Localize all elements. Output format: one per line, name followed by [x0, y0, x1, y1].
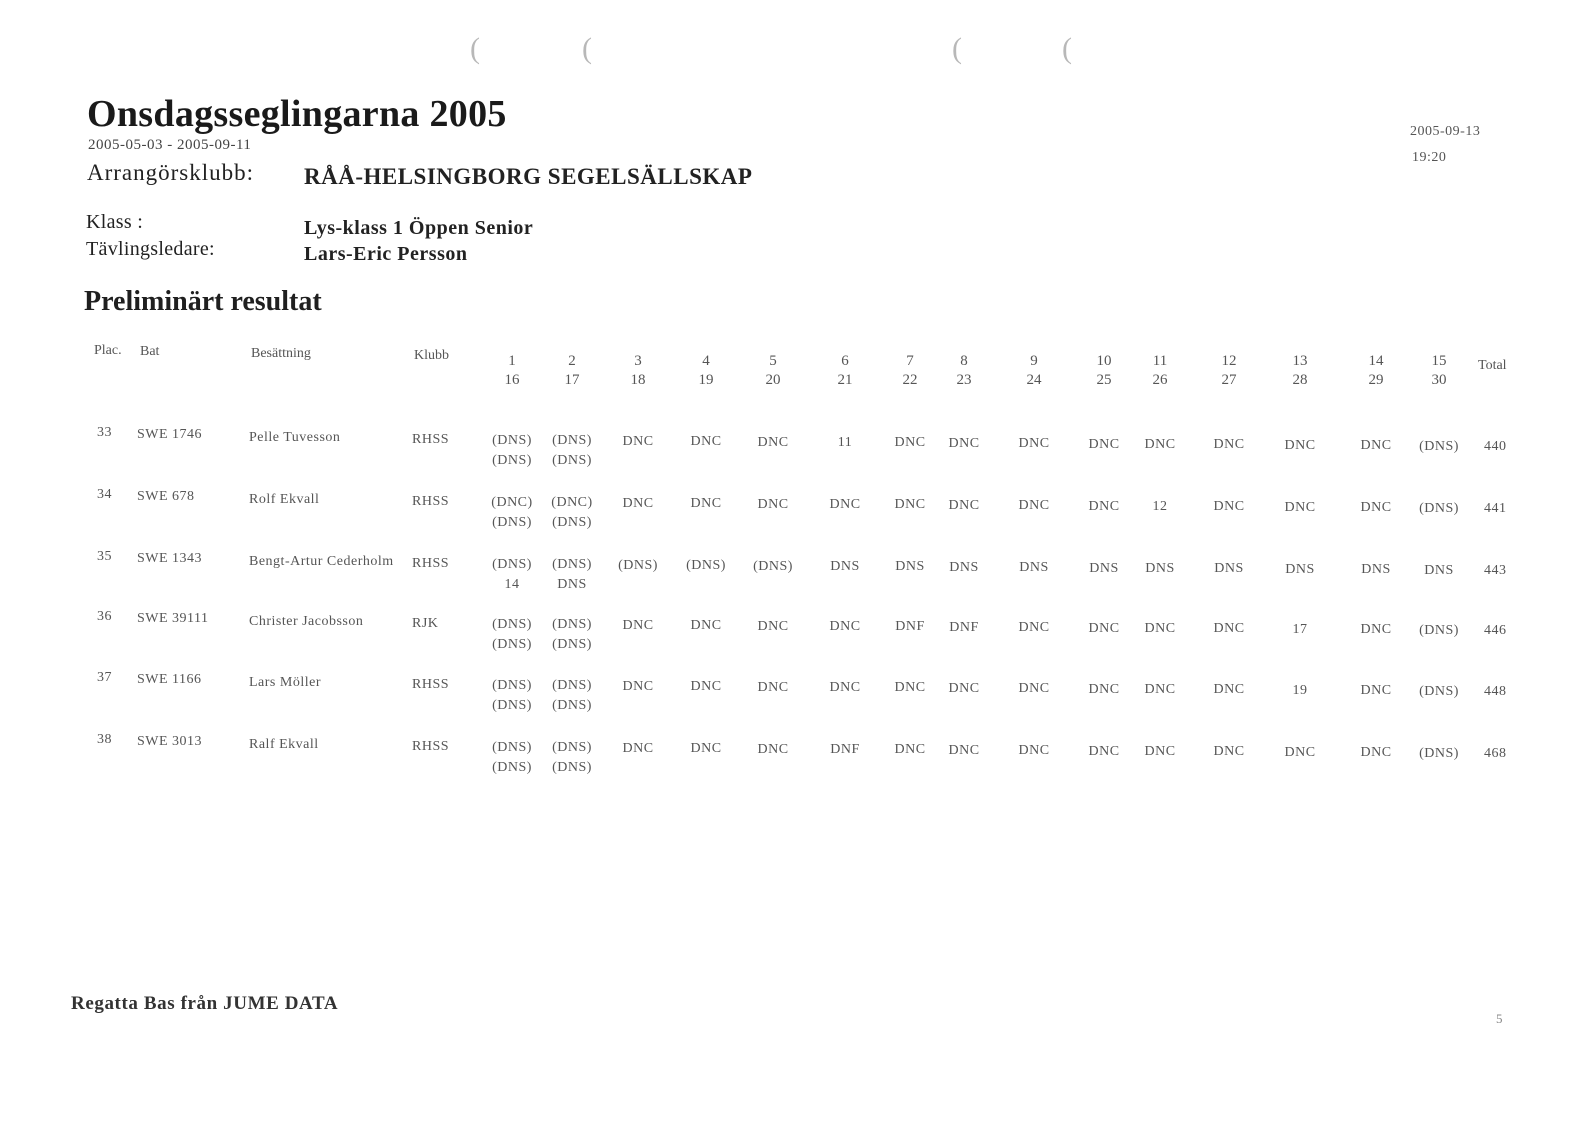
- score-value: (DNC): [551, 495, 593, 511]
- race-score-cell: [1123, 619, 1197, 639]
- race-score-cell: [927, 618, 1001, 638]
- race-score-cell: [535, 493, 609, 533]
- score-value: (DNS): [753, 558, 793, 574]
- race-column-header: [1004, 352, 1064, 390]
- race-number: 4: [702, 353, 710, 369]
- race-score-cell: [1263, 436, 1337, 456]
- race-score-cell: [601, 677, 675, 697]
- race-score-cell: [736, 557, 810, 577]
- document-title: Onsdagsseglingarna 2005: [87, 93, 507, 135]
- column-header-boat: Bat: [140, 344, 160, 359]
- crew-cell: Pelle Tuvesson: [249, 430, 341, 445]
- score-value: DNS: [1089, 560, 1119, 576]
- score-value-second: (DNS): [552, 453, 592, 469]
- race-score-cell: [669, 616, 743, 636]
- score-value: (DNC): [491, 495, 533, 510]
- race-score-cell: [736, 617, 810, 637]
- club-cell: RHSS: [412, 677, 450, 692]
- race-column-header: [1409, 352, 1469, 390]
- race-score-cell: [601, 494, 675, 514]
- score-value: DNC: [829, 619, 861, 634]
- race-score-cell: [535, 555, 609, 595]
- score-value: DNC: [757, 434, 789, 450]
- race-column-header: [1346, 352, 1406, 390]
- race-number-second: 27: [1221, 372, 1237, 388]
- race-number: 5: [769, 353, 777, 369]
- race-column-header: [1199, 352, 1259, 390]
- score-value-second: (DNS): [492, 515, 532, 530]
- score-value: DNS: [1285, 561, 1315, 577]
- race-number: 14: [1368, 353, 1384, 369]
- score-value: DNC: [1360, 500, 1392, 516]
- club-cell: RHSS: [412, 432, 450, 447]
- race-score-cell: [997, 434, 1071, 454]
- race-score-cell: [669, 494, 743, 514]
- score-value: DNC: [622, 678, 654, 694]
- race-number-second: 16: [504, 372, 520, 388]
- race-score-cell: [669, 677, 743, 697]
- score-value-second: (DNS): [552, 637, 592, 653]
- score-value: DNC: [1144, 437, 1176, 452]
- score-value: DNC: [690, 618, 722, 634]
- score-value: DNC: [1284, 744, 1316, 760]
- race-number-second: 17: [564, 372, 580, 388]
- crew-cell: Christer Jacobsson: [249, 614, 364, 629]
- race-number: 3: [634, 353, 642, 369]
- race-score-cell: [1192, 559, 1266, 579]
- race-score-cell: [601, 432, 675, 452]
- score-value-second: (DNS): [552, 698, 592, 714]
- score-value: DNC: [690, 741, 722, 757]
- placement-cell: 37: [97, 670, 112, 685]
- race-score-cell: [535, 738, 609, 778]
- race-number: 13: [1292, 353, 1308, 369]
- organizer-value: RÅÅ-HELSINGBORG SEGELSÄLLSKAP: [304, 164, 753, 189]
- score-value: (DNS): [1419, 622, 1459, 638]
- race-score-cell: [669, 432, 743, 452]
- score-value: DNC: [1088, 681, 1120, 697]
- score-value: DNS: [949, 559, 979, 575]
- score-value: (DNS): [552, 557, 592, 573]
- race-score-cell: [1263, 620, 1337, 640]
- score-value: DNC: [1360, 683, 1392, 699]
- race-score-cell: [1402, 744, 1476, 764]
- score-value: DNC: [948, 742, 980, 758]
- footer-software-credit: Regatta Bas från JUME DATA: [71, 993, 339, 1014]
- score-value: 12: [1152, 499, 1168, 514]
- score-value: DNC: [757, 679, 789, 695]
- race-number-second: 21: [837, 372, 853, 388]
- column-header-club: Klubb: [414, 348, 449, 363]
- race-column-header: [815, 352, 875, 390]
- score-value: DNC: [1360, 438, 1392, 454]
- score-value: (DNS): [552, 678, 592, 694]
- total-points-cell: 448: [1484, 684, 1507, 699]
- race-score-cell: [535, 431, 609, 471]
- score-value: DNC: [829, 497, 861, 512]
- score-value: DNC: [1360, 622, 1392, 638]
- punch-mark: (: [952, 32, 962, 65]
- score-value: DNC: [622, 433, 654, 449]
- class-value: Lys-klass 1 Öppen Senior: [304, 217, 534, 239]
- print-date: 2005-09-13: [1410, 124, 1481, 139]
- race-score-cell: [997, 618, 1071, 638]
- race-column-header: [608, 352, 668, 390]
- placement-cell: 38: [97, 732, 112, 747]
- placement-cell: 36: [97, 609, 112, 624]
- race-column-header: [880, 352, 940, 390]
- race-column-header: [542, 352, 602, 390]
- organizer-label: Arrangörsklubb:: [87, 160, 255, 185]
- club-cell: RHSS: [412, 739, 450, 754]
- race-number-second: 26: [1152, 372, 1168, 388]
- placement-cell: 35: [97, 549, 112, 564]
- score-value-second: (DNS): [552, 760, 592, 776]
- score-value: DNC: [757, 496, 789, 512]
- race-number: 11: [1152, 353, 1168, 369]
- print-time: 19:20: [1412, 150, 1447, 165]
- score-value: DNF: [830, 742, 860, 757]
- date-range: 2005-05-03 - 2005-09-11: [88, 137, 252, 153]
- score-value: (DNS): [1419, 438, 1459, 454]
- score-value: DNC: [1213, 682, 1245, 698]
- race-number: 6: [841, 353, 849, 369]
- score-value: (DNS): [492, 557, 532, 572]
- page-number: 5: [1496, 1011, 1503, 1026]
- race-score-cell: [736, 740, 810, 760]
- score-value: DNC: [622, 495, 654, 511]
- race-score-cell: [997, 741, 1071, 761]
- class-label: Klass :: [86, 211, 144, 233]
- score-value-second: DNS: [557, 577, 587, 593]
- score-value: 17: [1292, 621, 1308, 637]
- score-value: DNS: [895, 559, 925, 575]
- race-number-second: 20: [765, 372, 781, 388]
- total-points-cell: 443: [1484, 563, 1507, 578]
- race-column-header: [482, 352, 542, 390]
- race-score-cell: [1192, 742, 1266, 762]
- race-score-cell: [1123, 742, 1197, 762]
- score-value: (DNS): [1419, 745, 1459, 761]
- total-points-cell: 468: [1484, 746, 1507, 761]
- boat-cell: SWE 39111: [137, 611, 209, 626]
- race-column-header: [1270, 352, 1330, 390]
- race-number-second: 22: [902, 372, 918, 388]
- race-score-cell: [736, 495, 810, 515]
- race-number: 2: [568, 353, 576, 369]
- race-score-cell: [1263, 560, 1337, 580]
- race-leader-value: Lars-Eric Persson: [304, 243, 468, 265]
- crew-cell: Lars Möller: [249, 675, 321, 690]
- score-value: DNC: [757, 618, 789, 634]
- race-column-header: [934, 352, 994, 390]
- crew-cell: Rolf Ekvall: [249, 492, 320, 507]
- race-score-cell: [1263, 681, 1337, 701]
- score-value-second: (DNS): [552, 515, 592, 531]
- score-value: DNF: [949, 619, 979, 635]
- race-score-cell: [1123, 435, 1197, 455]
- column-header-placement: Plac.: [94, 343, 122, 358]
- race-score-cell: [535, 615, 609, 655]
- race-score-cell: [736, 678, 810, 698]
- score-value-second: (DNS): [492, 760, 532, 775]
- race-number: 15: [1431, 353, 1447, 369]
- score-value: DNC: [1018, 620, 1050, 636]
- race-number: 12: [1221, 353, 1237, 369]
- club-cell: RHSS: [412, 494, 450, 509]
- race-score-cell: [736, 433, 810, 453]
- score-value: DNC: [690, 434, 722, 450]
- score-value: DNC: [757, 741, 789, 757]
- score-value: DNS: [1424, 562, 1454, 578]
- score-value: (DNS): [686, 558, 726, 574]
- score-value: DNC: [1213, 744, 1245, 760]
- race-score-cell: [535, 676, 609, 716]
- score-value: DNC: [690, 679, 722, 695]
- race-score-cell: [808, 740, 882, 760]
- score-value: DNS: [1019, 560, 1049, 576]
- crew-cell: Bengt-Artur Cederholm: [249, 554, 394, 569]
- race-number: 7: [906, 353, 914, 369]
- column-header-total: Total: [1478, 358, 1507, 373]
- race-column-header: [676, 352, 736, 390]
- score-value: DNC: [894, 435, 926, 451]
- punch-mark: (: [470, 32, 480, 65]
- score-value: DNC: [690, 496, 722, 512]
- score-value: DNS: [1145, 561, 1175, 576]
- race-score-cell: [1123, 680, 1197, 700]
- score-value: DNC: [622, 617, 654, 633]
- score-value: DNC: [948, 435, 980, 451]
- score-value: DNC: [1088, 743, 1120, 759]
- score-value: DNC: [1144, 621, 1176, 636]
- score-value: DNC: [1018, 498, 1050, 514]
- score-value-second: (DNS): [492, 453, 532, 468]
- race-score-cell: [1263, 743, 1337, 763]
- race-score-cell: [808, 678, 882, 698]
- score-value: DNC: [829, 680, 861, 695]
- race-score-cell: [997, 496, 1071, 516]
- club-cell: RJK: [412, 616, 439, 631]
- boat-cell: SWE 1746: [137, 427, 203, 442]
- section-title: Preliminärt resultat: [84, 286, 322, 317]
- race-score-cell: [601, 739, 675, 759]
- race-score-cell: [669, 739, 743, 759]
- score-value: (DNS): [492, 678, 532, 693]
- boat-cell: SWE 1166: [137, 672, 202, 687]
- race-score-cell: [1402, 499, 1476, 519]
- score-value: DNC: [894, 742, 926, 758]
- score-value: 11: [837, 435, 853, 450]
- score-value: DNC: [1018, 436, 1050, 452]
- score-value: (DNS): [552, 617, 592, 633]
- race-score-cell: [1123, 497, 1197, 517]
- race-number-second: 29: [1368, 372, 1384, 388]
- race-score-cell: [601, 556, 675, 576]
- score-value: (DNS): [1419, 500, 1459, 516]
- punch-mark: (: [1062, 32, 1072, 65]
- score-value: DNC: [1018, 743, 1050, 759]
- score-value-second: (DNS): [492, 698, 532, 713]
- score-value: DNC: [1213, 621, 1245, 637]
- race-leader-label: Tävlingsledare:: [86, 238, 215, 260]
- race-score-cell: [927, 434, 1001, 454]
- race-score-cell: [1192, 497, 1266, 517]
- club-cell: RHSS: [412, 556, 450, 571]
- column-header-crew: Besättning: [251, 346, 311, 361]
- race-score-cell: [808, 433, 882, 453]
- race-score-cell: [669, 556, 743, 576]
- race-score-cell: [1402, 621, 1476, 641]
- race-number: 10: [1096, 353, 1112, 369]
- total-points-cell: 441: [1484, 501, 1507, 516]
- race-score-cell: [1402, 561, 1476, 581]
- race-number-second: 23: [956, 372, 972, 388]
- race-score-cell: [1123, 559, 1197, 579]
- race-number-second: 25: [1096, 372, 1112, 388]
- race-number-second: 28: [1292, 372, 1308, 388]
- race-score-cell: [808, 617, 882, 637]
- race-score-cell: [808, 557, 882, 577]
- race-number-second: 18: [630, 372, 646, 388]
- score-value: DNS: [830, 559, 860, 574]
- score-value: DNC: [894, 497, 926, 513]
- score-value: DNC: [948, 680, 980, 696]
- score-value: DNC: [1088, 620, 1120, 636]
- race-number-second: 30: [1431, 372, 1447, 388]
- boat-cell: SWE 1343: [137, 551, 203, 566]
- score-value: 19: [1292, 682, 1308, 698]
- race-column-header: [1074, 352, 1134, 390]
- race-score-cell: [1192, 619, 1266, 639]
- score-value: DNC: [1213, 499, 1245, 515]
- score-value: (DNS): [1419, 683, 1459, 699]
- race-column-header: [743, 352, 803, 390]
- score-value: DNC: [1144, 744, 1176, 759]
- race-score-cell: [997, 679, 1071, 699]
- crew-cell: Ralf Ekvall: [249, 737, 319, 752]
- placement-cell: 33: [97, 425, 112, 440]
- score-value: DNC: [1018, 681, 1050, 697]
- punch-mark: (: [582, 32, 592, 65]
- race-column-header: [1130, 352, 1190, 390]
- score-value: (DNS): [492, 433, 532, 448]
- race-score-cell: [927, 741, 1001, 761]
- race-score-cell: [997, 558, 1071, 578]
- race-number: 9: [1030, 353, 1038, 369]
- race-score-cell: [1402, 682, 1476, 702]
- race-number-second: 19: [698, 372, 714, 388]
- boat-cell: SWE 3013: [137, 734, 203, 749]
- race-score-cell: [1192, 680, 1266, 700]
- score-value: (DNS): [618, 557, 658, 573]
- race-score-cell: [601, 616, 675, 636]
- score-value: DNC: [1284, 499, 1316, 515]
- score-value: DNC: [948, 497, 980, 513]
- score-value: DNF: [895, 619, 925, 635]
- boat-cell: SWE 678: [137, 489, 195, 504]
- score-value: DNC: [622, 740, 654, 756]
- total-points-cell: 440: [1484, 439, 1507, 454]
- race-score-cell: [1192, 435, 1266, 455]
- score-value: DNS: [1361, 562, 1391, 578]
- race-number: 8: [960, 353, 968, 369]
- score-value-second: 14: [504, 577, 520, 592]
- score-value: DNC: [1144, 682, 1176, 697]
- race-score-cell: [1263, 498, 1337, 518]
- score-value: DNC: [1088, 498, 1120, 514]
- race-number: 1: [508, 353, 516, 369]
- score-value: DNC: [1088, 436, 1120, 452]
- race-score-cell: [927, 679, 1001, 699]
- race-score-cell: [927, 558, 1001, 578]
- race-number-second: 24: [1026, 372, 1042, 388]
- race-score-cell: [1402, 437, 1476, 457]
- score-value: (DNS): [552, 433, 592, 449]
- score-value: (DNS): [492, 617, 532, 632]
- score-value: DNC: [1360, 745, 1392, 761]
- race-score-cell: [808, 495, 882, 515]
- score-value: DNC: [1213, 437, 1245, 453]
- score-value: DNC: [1284, 437, 1316, 453]
- score-value: DNS: [1214, 561, 1244, 577]
- race-score-cell: [927, 496, 1001, 516]
- score-value: DNC: [894, 680, 926, 696]
- score-value-second: (DNS): [492, 637, 532, 652]
- score-value: (DNS): [492, 740, 532, 755]
- total-points-cell: 446: [1484, 623, 1507, 638]
- score-value: (DNS): [552, 740, 592, 756]
- placement-cell: 34: [97, 487, 112, 502]
